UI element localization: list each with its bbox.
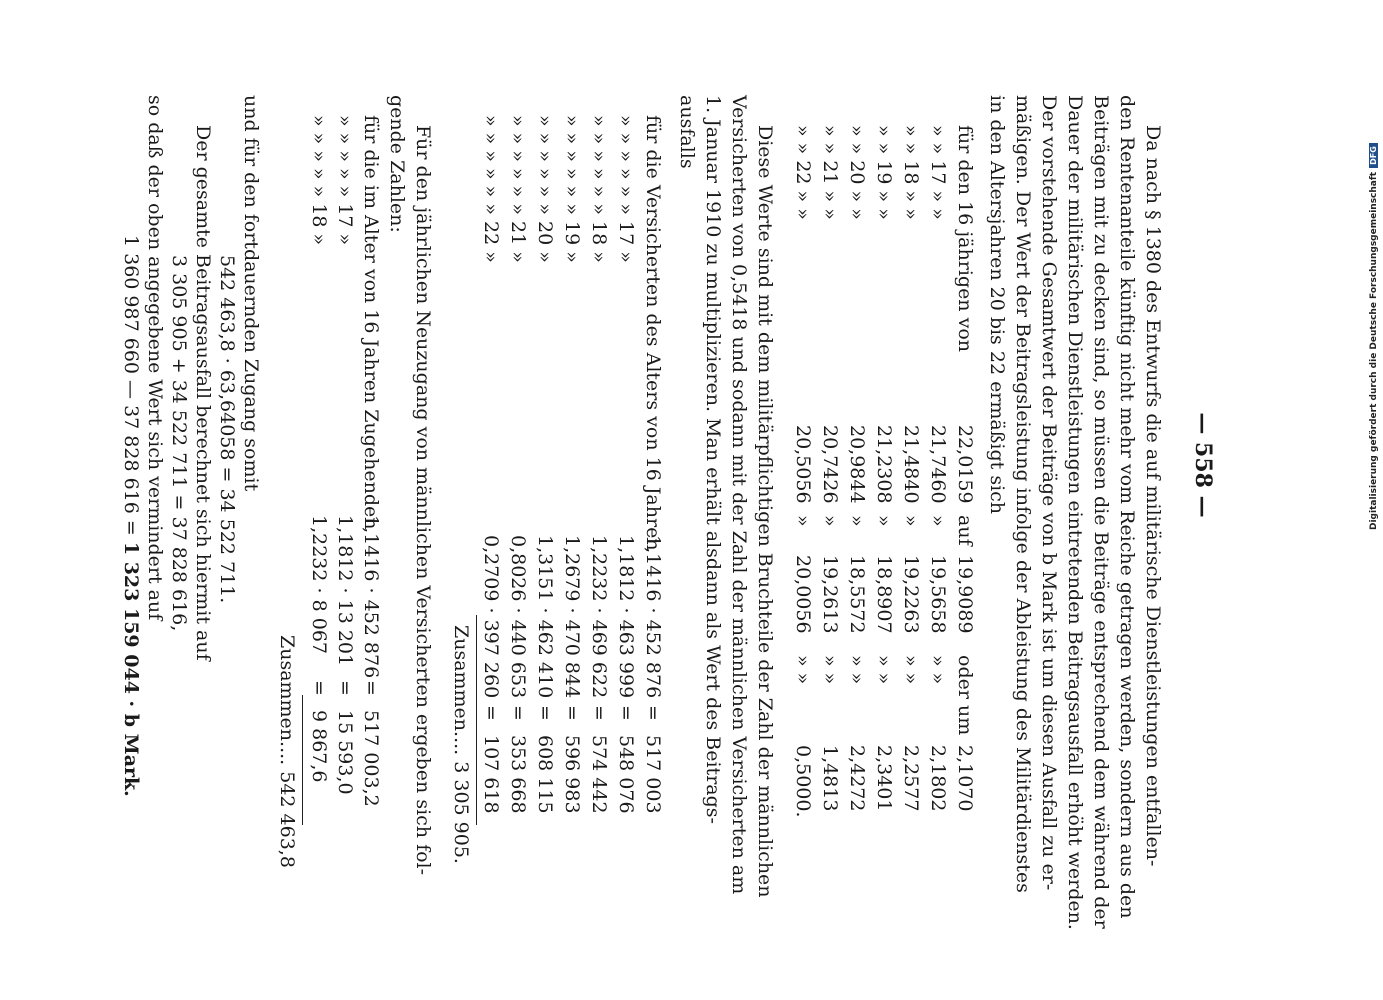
para1-line: mäßigen. Der Wert der Beitragsleistung infolge der Ableistung des Militärdienstes (1012, 95, 1034, 893)
table-cell: 107 618 (480, 735, 502, 814)
table-cell: 15 593,0 (334, 710, 356, 795)
table-cell: 1,1416 · 452 876 (360, 515, 382, 679)
table-cell: 1,1812 · 13 201 (334, 515, 356, 667)
table-cell: » » 21 » » (819, 125, 841, 220)
table-cell: 19,5658 (927, 555, 949, 634)
table-cell: » » » » » » 22 » (480, 115, 502, 263)
table-cell: » (900, 515, 922, 527)
table-cell: » » (873, 655, 895, 685)
para1-line: in den Altersjahren 20 bis 22 ermäßigt sich (986, 95, 1008, 515)
para2-line: Versicherten von 0,5418 und sodann mit der Zahl der männlichen Versicherten am (728, 95, 750, 895)
table-cell: » » » » » » 19 » (561, 115, 583, 263)
table-cell: » » (792, 655, 814, 685)
table-cell: 574 442 (588, 735, 610, 814)
table-cell: = (334, 680, 356, 696)
table-cell: 21,7460 (927, 425, 949, 504)
text-line: und für den fortdauernden Zugang somit (240, 95, 262, 492)
equation: 1 360 987 660 — 37 828 616 = 1 323 159 044 · b Mark. (120, 235, 142, 797)
table-cell: 20,9844 (846, 425, 868, 504)
table-cell: » » 17 » » (927, 125, 949, 220)
table-cell: 2,4272 (846, 745, 868, 812)
table-cell: auf (954, 515, 976, 546)
equation: 542 463,8 · 63,64058 = 34 522 711. (216, 255, 238, 604)
table-cell: = (642, 705, 664, 721)
table-cell: = (360, 680, 382, 696)
table-cell: 9 867,6 (308, 710, 330, 783)
table-cell: 2,1070 (954, 745, 976, 812)
table-cell: = (507, 705, 529, 721)
table-cell: » » 22 » » (792, 125, 814, 220)
table-cell: » » (846, 655, 868, 685)
para1-line: Beiträgen mit zu decken sind, so müssen die Beiträge entsprechend dem während der (1090, 95, 1112, 929)
table-cell: für die im Alter von 16 Jahren Zugehenden (360, 115, 382, 530)
text-line: Der gesamte Beitragsausfall berechnet sich hiermit auf (192, 125, 214, 661)
table-cell: » (927, 515, 949, 527)
para3-line: gende Zahlen: (386, 95, 408, 233)
para1-line: den Rentenanteile künftig nicht mehr vom Reiche getragen werden, sondern aus den (1116, 95, 1138, 919)
para1-line: Dauer der militärischen Dienstleistungen eintretenden Beitragsausfall erhöht werden. (1064, 95, 1086, 930)
table-cell: 1,1416 · 452 876 (642, 535, 664, 699)
sum-total: Zusammen.... 542 463,8 (276, 635, 298, 868)
table-cell: 596 983 (561, 735, 583, 814)
table-cell: » » 19 » » (873, 125, 895, 220)
table-cell: 1,2232 · 469 622 (588, 535, 610, 699)
sum-total: Zusammen.... 3 305 905. (450, 625, 472, 864)
table-cell: » » » » » » 18 » (588, 115, 610, 263)
table-cell: 1,3151 · 462 410 (534, 535, 556, 699)
table-cell: oder um (954, 655, 976, 736)
sum-rule (302, 695, 303, 825)
table-cell: 1,2232 · 8 067 (308, 515, 330, 654)
table-cell: 19,9089 (954, 555, 976, 634)
table-cell: » » (927, 655, 949, 685)
para2-line: ausfalls (676, 95, 698, 169)
table-cell: 21,2308 (873, 425, 895, 504)
table-cell: 18,5572 (846, 555, 868, 634)
funding-note-text: Digitalisierung gefördert durch die Deutsche Forschungsgemeinschaft (1368, 171, 1379, 530)
table-cell: 20,5056 (792, 425, 814, 504)
table-cell: 1,4813 (819, 745, 841, 812)
table-cell: » » » » » 17 » (334, 115, 356, 246)
table-cell: für die Versicherten des Alters von 16 Jahren (642, 115, 664, 551)
table-cell: 2,1802 (927, 745, 949, 812)
table-cell: = (588, 705, 610, 721)
table-cell: für den 16 jährigen von (954, 125, 976, 352)
table-cell: 20,7426 (819, 425, 841, 504)
table-cell: 2,3401 (873, 745, 895, 812)
table-cell: » » 18 » » (900, 125, 922, 220)
table-cell: » » (900, 655, 922, 685)
table-cell: = (534, 705, 556, 721)
table-cell: 548 076 (615, 735, 637, 814)
table-cell: » (873, 515, 895, 527)
table-cell: 19,2263 (900, 555, 922, 634)
table-cell: » » » » » » 17 » (615, 115, 637, 263)
table-cell: 2,2577 (900, 745, 922, 812)
table-cell: 353 668 (507, 735, 529, 814)
table-cell: = (615, 705, 637, 721)
table-cell: = (480, 705, 502, 721)
para2-line: 1. Januar 1910 zu multiplizieren. Man erhält alsdann als Wert des Beitrags- (702, 95, 724, 824)
table-cell: 517 003 (642, 735, 664, 814)
table-cell: 0,8026 · 440 653 (507, 535, 529, 699)
table-cell: 21,4840 (900, 425, 922, 504)
table-cell: 1,1812 · 463 999 (615, 535, 637, 699)
table-cell: » (792, 515, 814, 527)
para2-line: Diese Werte sind mit dem militärpflichtigen Bruchteile der Zahl der männlichen (754, 125, 776, 898)
funding-note (1367, 10, 1380, 530)
table-cell: 0,2709 · 397 260 (480, 535, 502, 699)
table-cell: » » » » » » 20 » (534, 115, 556, 263)
table-cell: 517 003,2 (360, 710, 382, 807)
dfg-logo: DFG (1369, 143, 1378, 168)
para1-line: Da nach § 1380 des Entwurfs die auf militärische Dienstleistungen entfallen- (1142, 125, 1164, 867)
table-cell: 19,2613 (819, 555, 841, 634)
table-cell: = (561, 705, 583, 721)
table-cell: » » » » » 18 » (308, 115, 330, 246)
table-cell: 0,5000. (792, 745, 814, 818)
table-cell: 20,0056 (792, 555, 814, 634)
table-cell: » » (819, 655, 841, 685)
table-cell: 22,0159 (954, 425, 976, 504)
table-cell: 608 115 (534, 735, 556, 814)
equation: 3 305 905 + 34 522 711 = 37 828 616, (168, 255, 190, 632)
book-page (120, 95, 1245, 930)
table-cell: » (846, 515, 868, 527)
table-cell: 18,8907 (873, 555, 895, 634)
sum-rule (476, 615, 477, 825)
table-cell: 1,2679 · 470 844 (561, 535, 583, 699)
para1-line: Der vorstehende Gesamtwert der Beiträge von b Mark ist um diesen Ausfall zu er- (1038, 95, 1060, 891)
para3-line: Für den jährlichen Neuzugang von männlichen Versicherten ergeben sich fol- (412, 125, 434, 876)
table-cell: = (308, 680, 330, 696)
table-cell: » » » » » » 21 » (507, 115, 529, 263)
page-number: — 558 — (1190, 412, 1216, 518)
table-cell: » (819, 515, 841, 527)
table-cell: » » 20 » » (846, 125, 868, 220)
text-line: so daß der oben angegebene Wert sich vermindert auf (144, 95, 166, 621)
